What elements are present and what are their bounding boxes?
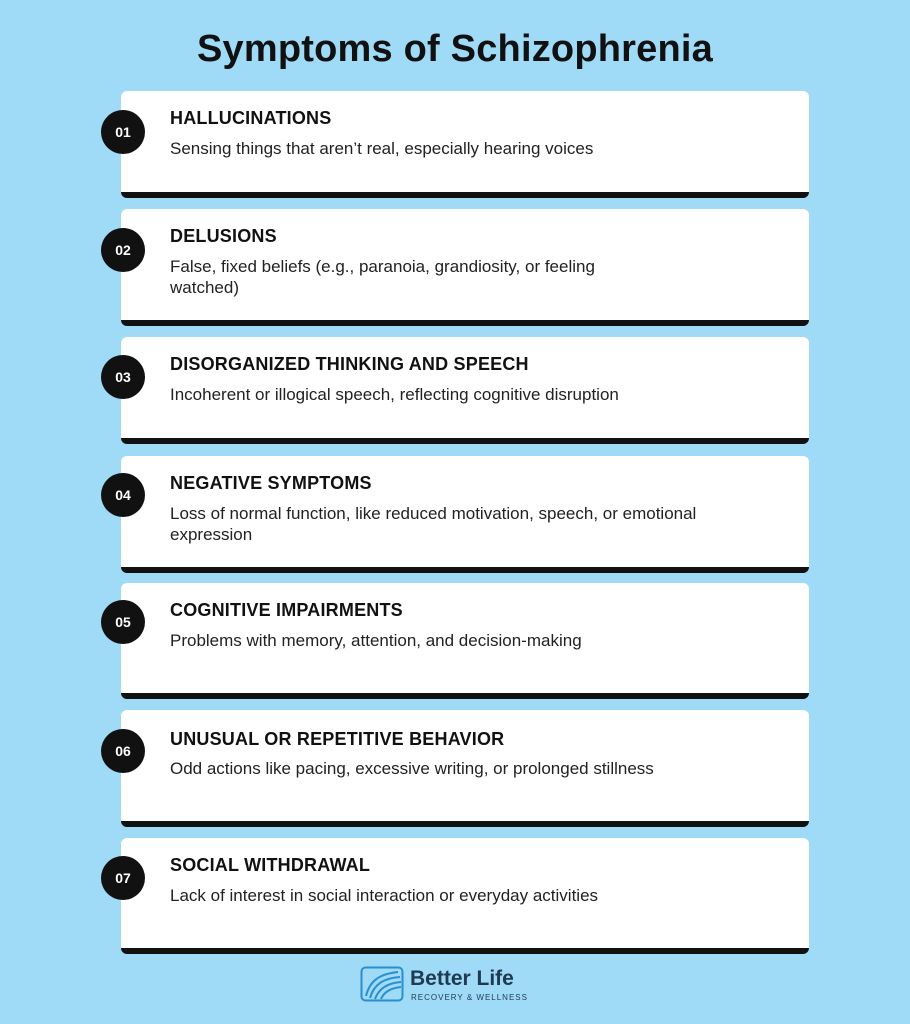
symptom-number-badge: 02 — [101, 228, 145, 272]
symptom-heading: DISORGANIZED THINKING AND SPEECH — [170, 354, 529, 374]
symptom-number-badge: 07 — [101, 856, 145, 900]
symptom-heading: NEGATIVE SYMPTOMS — [170, 473, 372, 493]
symptom-heading: DELUSIONS — [170, 226, 277, 246]
symptom-description: Incoherent or illogical speech, reflecting cognitive disruption — [170, 385, 619, 404]
symptom-number-badge: 03 — [101, 355, 145, 399]
symptom-description: Sensing things that aren’t real, especially hearing voices — [170, 139, 594, 158]
symptom-description: Lack of interest in social interaction or everyday activities — [170, 886, 599, 905]
symptom-description: Odd actions like pacing, excessive writing, or prolonged stillness — [170, 759, 654, 778]
symptom-number-badge: 06 — [101, 729, 145, 773]
symptom-card-social-withdrawal — [121, 838, 809, 954]
symptom-card-delusions — [121, 209, 809, 326]
symptom-card-disorganized-thinking — [121, 337, 809, 444]
symptom-number-badge: 01 — [101, 110, 145, 154]
symptom-number-badge: 05 — [101, 600, 145, 644]
symptom-description: Problems with memory, attention, and decision-making — [170, 631, 582, 650]
symptom-card-cognitive-impairments — [121, 583, 809, 699]
symptom-card-unusual-behavior — [121, 710, 809, 827]
logo-name: Better Life — [410, 967, 514, 990]
symptom-heading: UNUSUAL OR REPETITIVE BEHAVIOR — [170, 729, 505, 749]
symptom-heading: SOCIAL WITHDRAWAL — [170, 855, 371, 875]
symptom-card-hallucinations — [121, 91, 809, 198]
symptom-number-badge: 04 — [101, 473, 145, 517]
brand-logo — [360, 966, 560, 1006]
symptom-description: Loss of normal function, like reduced motivation, speech, or emotional expression — [170, 504, 697, 544]
wave-logo-icon — [360, 966, 404, 1002]
symptom-heading: HALLUCINATIONS — [170, 108, 332, 128]
logo-tagline: RECOVERY & WELLNESS — [411, 993, 528, 1002]
page-title: Symptoms of Schizophrenia — [197, 28, 713, 70]
symptom-description: False, fixed beliefs (e.g., paranoia, grandiosity, or feeling watched) — [170, 257, 595, 297]
symptom-card-negative-symptoms — [121, 456, 809, 573]
symptom-heading: COGNITIVE IMPAIRMENTS — [170, 600, 403, 620]
